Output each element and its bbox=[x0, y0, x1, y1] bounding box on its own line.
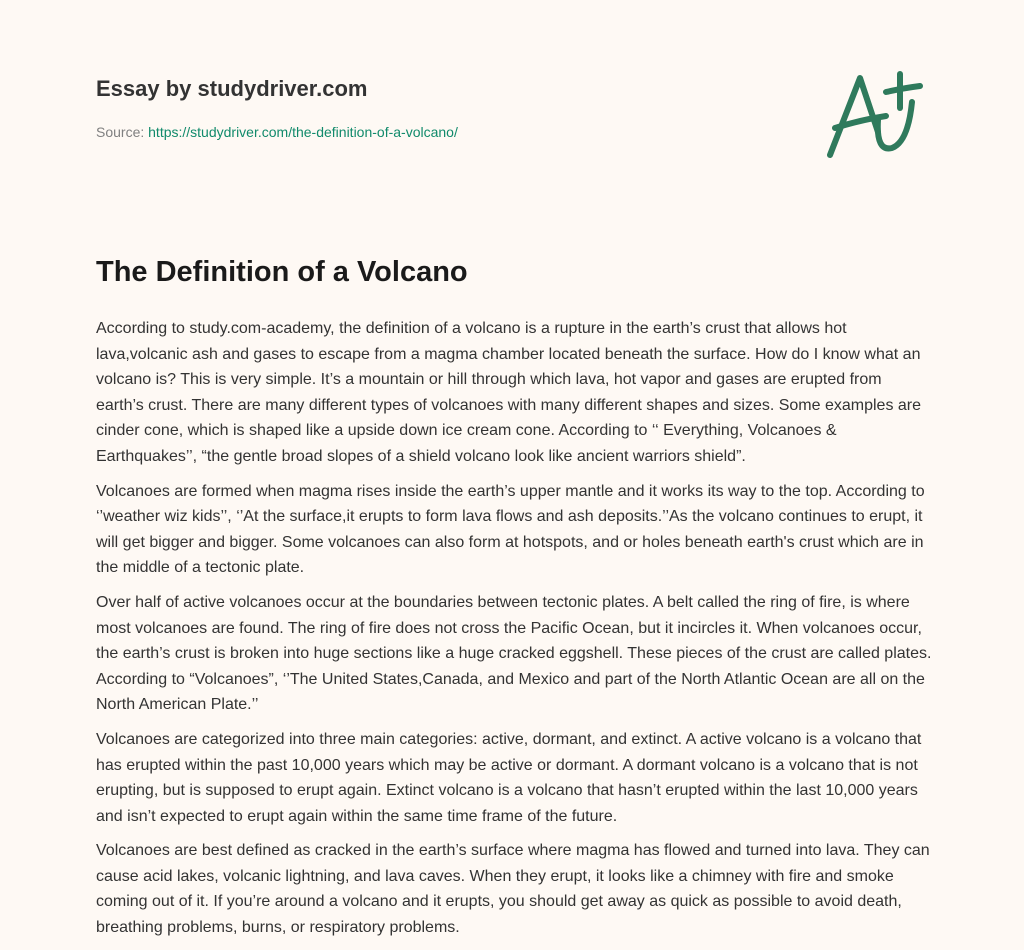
source-link[interactable]: https://studydriver.com/the-definition-of-a-volcano/ bbox=[148, 124, 458, 140]
paragraph: Volcanoes are best defined as cracked in the earth’s surface where magma has flowed and turned into lava. They can cause acid lakes, volcanic lightning, and lava caves. When they erupt, it looks like a chimney with fire and smoke coming out of it. If you’re around a volcano and it erupts, you should get away as quick as possible to avoid death, breathing problems, burns, or respiratory problems. bbox=[96, 842, 930, 937]
article-body bbox=[96, 316, 932, 950]
paragraph: According to study.com-academy, the definition of a volcano is a rupture in the earth’s crust that allows hot lava,volcanic ash and gases to escape from a magma chamber located beneath the surface. How do I know what an volcano is? This is very simple. It’s a mountain or hill through which lava, hot vapor and gases are erupted from earth’s crust. There are many different types of volcanoes with many different shapes and sizes. Some examples are cinder cone, which is shaped like a upside down ice cream cone. According to ‘‘ Everything, Volcanoes & Earthquakes’’, “the gentle broad slopes of a shield volcano look like ancient warriors shield”. bbox=[96, 320, 922, 465]
paragraph: Volcanoes are categorized into three main categories: active, dormant, and extinct. A active volcano is a volcano that has erupted within the past 10,000 years which may be active or dormant. A dormant volcano is a volcano that is not erupting, but is supposed to erupt again. Extinct volcano is a volcano that hasn’t erupted within the last 10,000 years and isn’t expected to erupt again within the same time frame of the future. bbox=[96, 730, 922, 825]
a-plus-logo-icon bbox=[800, 60, 950, 170]
paragraph: Volcanoes are formed when magma rises inside the earth’s upper mantle and it works its way to the top. According to ‘’weather wiz kids’’, ‘’At the surface,it erupts to form lava flows and ash deposits.’’As the volcano continues to erupt, it will get bigger and bigger. Some volcanoes can also form at hotspots, and or holes beneath earth's crust which are in the middle of a tectonic plate. bbox=[96, 482, 925, 577]
site-brand-heading: Essay by studydriver.com bbox=[96, 76, 368, 101]
article-title: The Definition of a Volcano bbox=[96, 256, 468, 288]
source-label: Source: bbox=[96, 124, 145, 140]
paragraph: Over half of active volcanoes occur at the boundaries between tectonic plates. A belt called the ring of fire, is where most volcanoes are found. The ring of fire does not cross the Pacific Ocean, but it incircles it. When volcanoes occur, the earth’s crust is broken into huge sections like a huge cracked eggshell. These pieces of the crust are called plates. According to “Volcanoes”, ‘’The United States,Canada, and Mexico and part of the North Atlantic Ocean are all on the North American Plate.’’ bbox=[96, 593, 932, 714]
source-line bbox=[96, 124, 458, 140]
